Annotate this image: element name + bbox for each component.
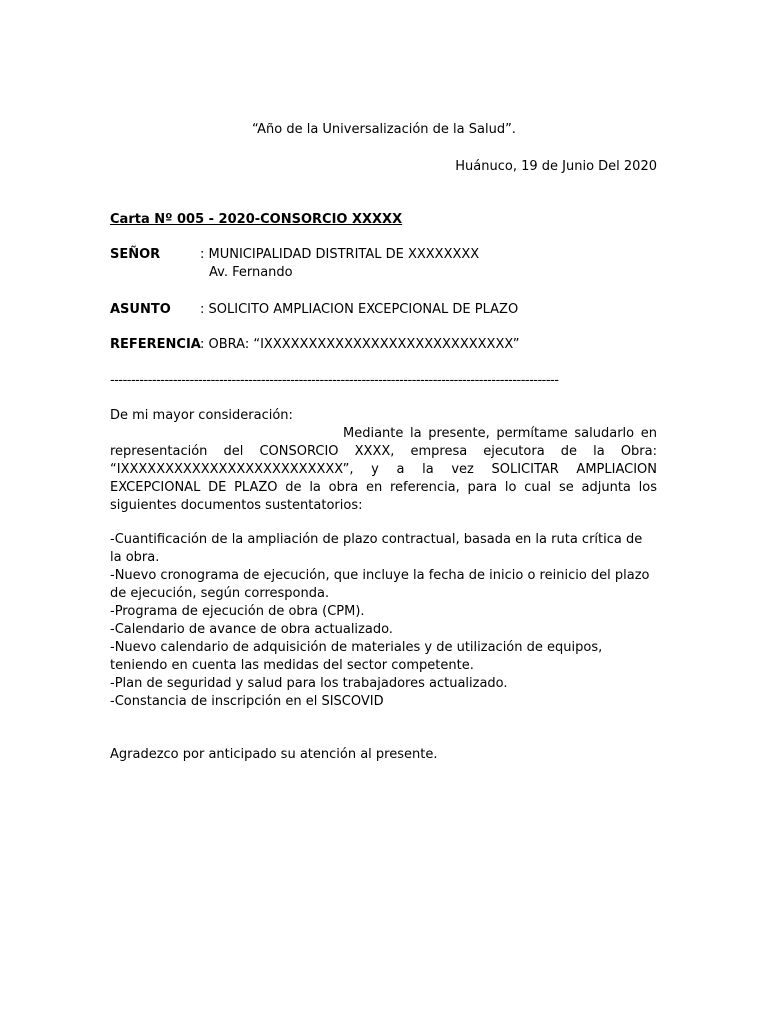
- recipient-value: : MUNICIPALIDAD DISTRITAL DE XXXXXXXX: [200, 247, 480, 262]
- subject-label: ASUNTO: [110, 302, 171, 317]
- list-item: -Constancia de inscripción en el SISCOVID: [110, 694, 384, 709]
- greeting: De mi mayor consideración:: [110, 408, 293, 423]
- body-text: Mediante la presente, permítame saludarlo en representación del CONSORCIO XXXX, empresa ejecutora de la Obra: “IXXXXXXXXXXXXXXXXXXXXXXXXX”, y a la vez SOLICITAR AMPLIACION EXCEPCIONAL DE PLAZO de la obra en referencia, para lo cual se adjunta los siguientes documentos sustentatorios:: [110, 426, 657, 513]
- reference-label: REFERENCIA: [110, 337, 201, 352]
- list-item: -Calendario de avance de obra actualizado.: [110, 622, 393, 637]
- list-item: -Cuantificación de la ampliación de plazo contractual, basada en la ruta crítica de la obra.: [110, 532, 643, 565]
- reference-value: : OBRA: “IXXXXXXXXXXXXXXXXXXXXXXXXXXXX”: [200, 337, 520, 352]
- letter-reference-number: Carta Nº 005 - 2020-CONSORCIO XXXXX: [110, 212, 403, 227]
- closing-line: Agradezco por anticipado su atención al presente.: [110, 747, 438, 762]
- year-motto: “Año de la Universalización de la Salud”.: [252, 122, 516, 137]
- body-paragraph: [110, 425, 657, 515]
- list-item: -Plan de seguridad y salud para los trabajadores actualizado.: [110, 676, 508, 691]
- list-item: -Nuevo calendario de adquisición de materiales y de utilización de equipos, teniendo en cuenta las medidas del sector competente.: [110, 640, 603, 673]
- list-item: -Nuevo cronograma de ejecución, que incluye la fecha de inicio o reinicio del plazo de ejecución, según corresponda.: [110, 568, 650, 601]
- requirements-list: [110, 531, 657, 711]
- place-date: Huánuco, 19 de Junio Del 2020: [455, 159, 657, 174]
- recipient-address: Av. Fernando: [209, 265, 293, 280]
- separator-line: -----------------------------------------------------------------------------------------------------------: [110, 373, 559, 388]
- recipient-label: SEÑOR: [110, 247, 161, 262]
- list-item: -Programa de ejecución de obra (CPM).: [110, 604, 365, 619]
- subject-value: : SOLICITO AMPLIACION EXCEPCIONAL DE PLAZO: [200, 302, 519, 317]
